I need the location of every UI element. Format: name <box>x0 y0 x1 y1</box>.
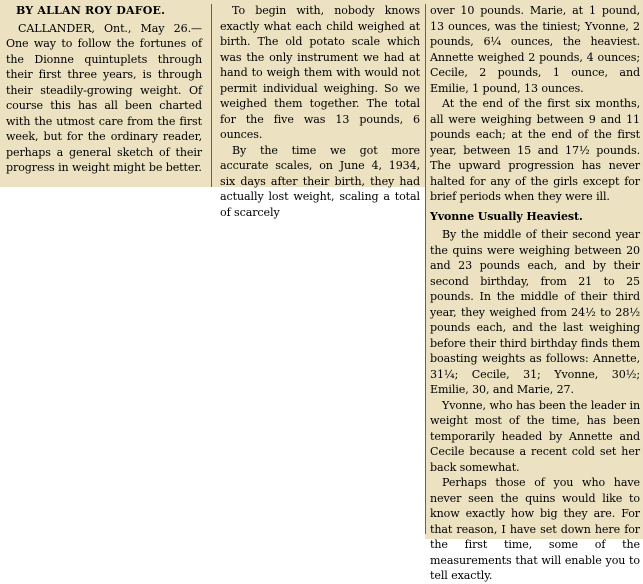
article-column-2 <box>220 3 420 220</box>
column-rule-2 <box>425 4 426 534</box>
paragraph-birth-weight: To begin with, nobody knows exactly what each child weighed at birth. The old potato scale which was the only instrument we had at hand to weigh them with would not permit individual weighing. So we weighed them together. The total for the five was 13 pounds, 6 ounces. <box>220 4 420 141</box>
article-column-3 <box>430 3 640 584</box>
subheading: Yvonne Usually Heaviest. <box>430 209 583 223</box>
paragraph-measurements: Perhaps those of you who have never seen the quins would like to know exactly how big they are. For that reason, I have set down here for the first time, some of the measurements that will enable you to tell exactly. <box>430 476 640 582</box>
paragraph-second-year: By the middle of their second year the quins were weighing between 20 and 23 pounds each, and by their second birthday, from 21 to 25 pounds. In the middle of their third year, they weighed from 24½ to 28½ pounds each, and the last weighing before their third birthday finds them boasting weights as follows: Annette, 31¼; Cecile, 31; Yvonne, 30½; Emilie, 30, and Marie, 27. <box>430 228 640 396</box>
paragraph-yvonne: Yvonne, who has been the leader in weight most of the time, has been temporarily headed by Annette and Cecile because a recent cold set her back somewhat. <box>430 398 640 474</box>
paragraph-scales: By the time we got more accurate scales, on June 4, 1934, six days after their birth, they had actually lost weight, scaling a total of scarcely <box>220 143 420 219</box>
article-column-1 <box>6 3 202 176</box>
paragraph-individual-weights: over 10 pounds. Marie, at 1 pound, 13 ounces, was the tiniest; Yvonne, 2 pounds, 6¼ ounces, the heaviest. Annette weighed 2 pounds, 4 ounces; Cecile, 2 pounds, 1 ounce, and Emilie, 1 pound, 13 ounces. <box>430 4 640 95</box>
paragraph-dateline: CALLANDER, Ont., May 26.—One way to follow the fortunes of the Dionne quintuplets through their first three years, is through their steadily-growing weight. Of course this has all been charted with the utmost care from the first week, but for the ordinary reader, perhaps a general sketch of their progress in weight might be better. <box>6 21 202 174</box>
column-rule-1 <box>211 4 212 187</box>
paragraph-six-months: At the end of the first six months, all were weighing between 9 and 11 pounds each; at the end of the first year, between 15 and 17½ pounds. The upward progression has never halted for any of the girls except for brief periods when they were ill. <box>430 97 640 203</box>
byline: BY ALLAN ROY DAFOE. <box>16 4 166 17</box>
